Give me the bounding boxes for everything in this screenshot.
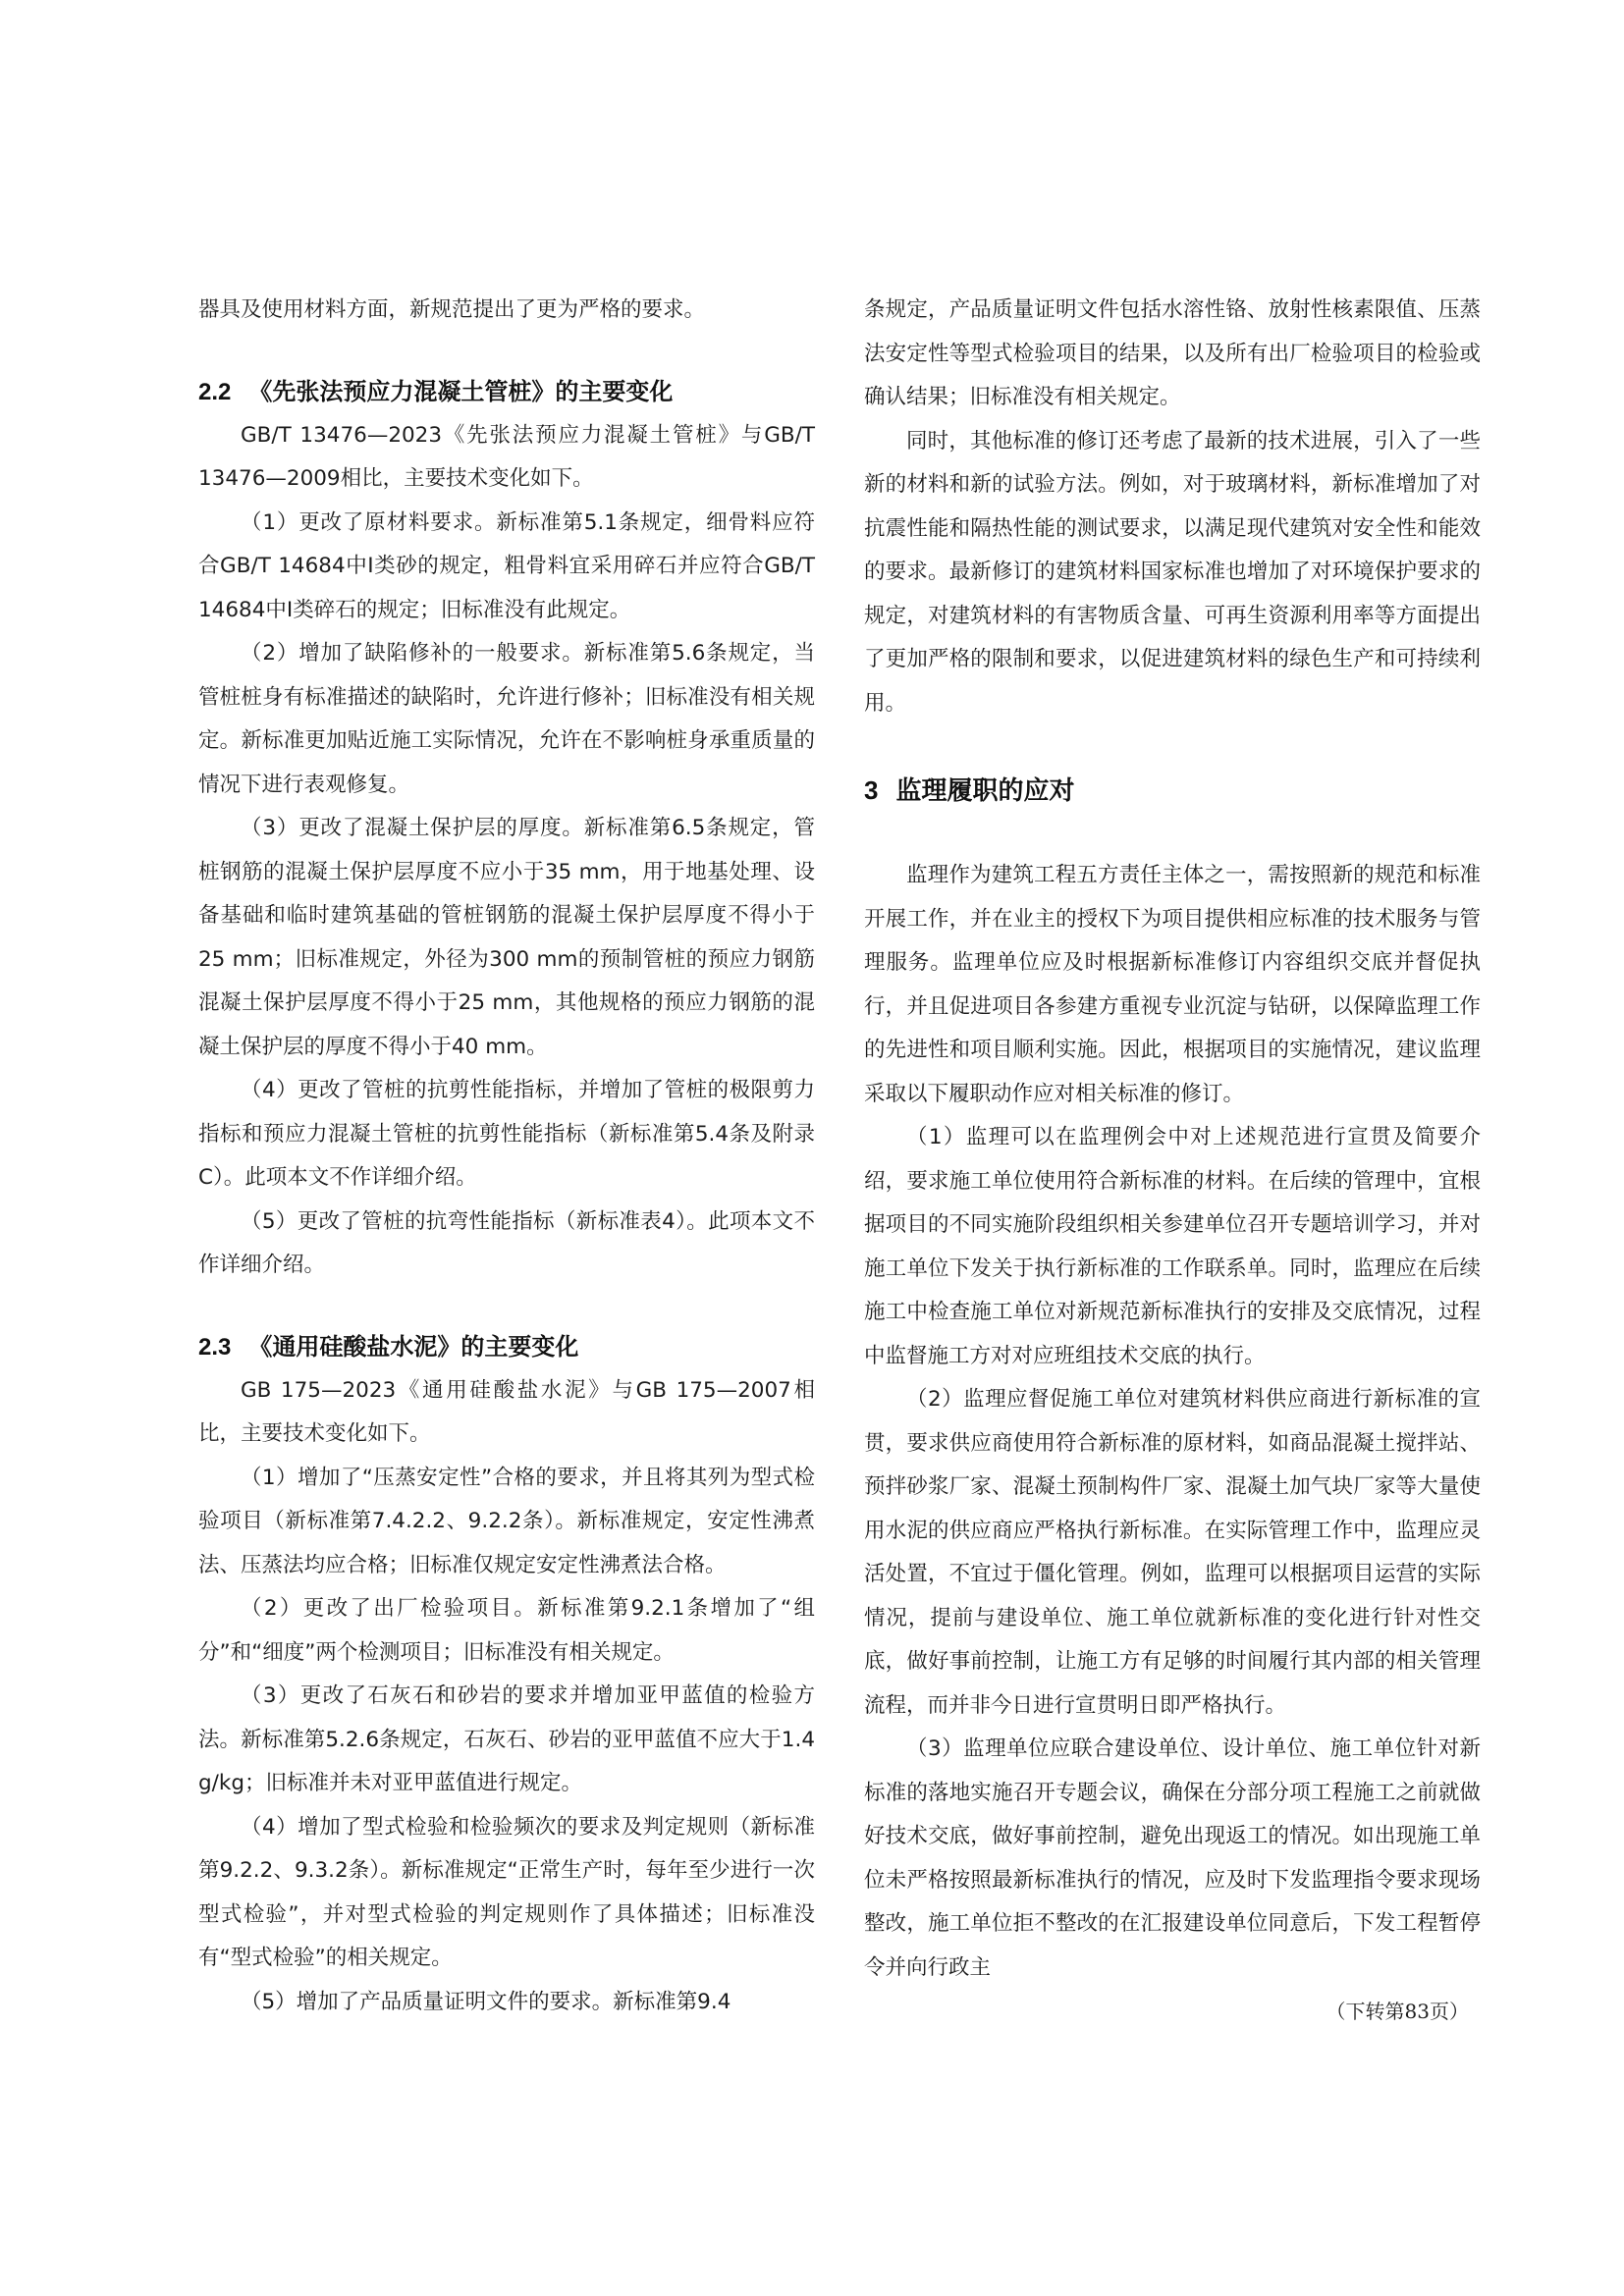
paragraph: GB/T 13476—2023《先张法预应力混凝土管桩》与GB/T 13476—2009相比，主要技术变化如下。 [198, 422, 815, 491]
section-number: 3 [864, 775, 879, 805]
section-2-3-heading [198, 1325, 815, 1369]
section-title: 《先张法预应力混凝土管桩》的主要变化 [248, 377, 674, 405]
paragraph: （3）监理单位应联合建设单位、设计单位、施工单位针对新标准的落地实施召开专题会议，确保在分部分项工程施工之前就做好技术交底，做好事前控制，避免出现返工的情况。如出现施工单位未严格按照最新标准执行的情况，应及时下发监理指令要求现场整改，施工单位拒不整改的在汇报建设单位同意后，下发工程暂停令并向行政主 [864, 1736, 1481, 1980]
left-column [198, 289, 815, 2024]
section-number: 2.3 [198, 1333, 232, 1361]
paragraph: （2）更改了出厂检验项目。新标准第9.2.1条增加了“组分”和“细度”两个检测项目；旧标准没有相关规定。 [198, 1596, 815, 1665]
continued-note: （下转第83页） [1326, 2000, 1469, 2023]
paragraph: （4）增加了型式检验和检验频次的要求及判定规则（新标准第9.2.2、9.3.2条）。新标准规定“正常生产时，每年至少进行一次型式检验”，并对型式检验的判定规则作了具体描述；旧标准没有“型式检验”的相关规定。 [198, 1814, 815, 1970]
section-title: 《通用硅酸盐水泥》的主要变化 [248, 1332, 579, 1361]
section-3-heading [864, 767, 1481, 815]
paragraph: （3）更改了石灰石和砂岩的要求并增加亚甲蓝值的检验方法。新标准第5.2.6条规定，石灰石、砂岩的亚甲蓝值不应大于1.4 g/kg；旧标准并未对亚甲蓝值进行规定。 [198, 1683, 815, 1795]
right-column [864, 289, 1481, 2031]
paragraph: （5）增加了产品质量证明文件的要求。新标准第9.4 [241, 1989, 731, 2014]
paragraph: （3）更改了混凝土保护层的厚度。新标准第6.5条规定，管桩钢筋的混凝土保护层厚度不应小于35 mm，用于地基处理、设备基础和临时建筑基础的管桩钢筋的混凝土保护层厚度不得小于25 mm；旧标准规定，外径为300 mm的预制管桩的预应力钢筋混凝土保护层厚度不得小于25 mm，其他规格的预应力钢筋的混凝土保护层的厚度不得小于40 mm。 [198, 816, 815, 1059]
paragraph: （4）更改了管桩的抗剪性能指标，并增加了管桩的极限剪力指标和预应力混凝土管桩的抗剪性能指标（新标准第5.4条及附录C）。此项本文不作详细介绍。 [198, 1078, 815, 1190]
paragraph: （5）更改了管桩的抗弯性能指标（新标准表4）。此项本文不作详细介绍。 [198, 1208, 815, 1277]
section-2-2-heading [198, 370, 815, 414]
paragraph: GB 175—2023《通用硅酸盐水泥》与GB 175—2007相比，主要技术变化如下。 [198, 1377, 815, 1446]
paragraph: （2）监理应督促施工单位对建筑材料供应商进行新标准的宣贯，要求供应商使用符合新标准的原材料，如商品混凝土搅拌站、预拌砂浆厂家、混凝土预制构件厂家、混凝土加气块厂家等大量使用水泥的供应商应严格执行新标准。在实际管理工作中，监理应灵活处置，不宜过于僵化管理。例如，监理可以根据项目运营的实际情况，提前与建设单位、施工单位就新标准的变化进行针对性交底，做好事前控制，让施工方有足够的时间履行其内部的相关管理流程，而并非今日进行宣贯明日即严格执行。 [864, 1387, 1481, 1718]
paragraph: 条规定，产品质量证明文件包括水溶性铬、放射性核素限值、压蒸法安定性等型式检验项目的结果，以及所有出厂检验项目的检验或确认结果；旧标准没有相关规定。 [864, 297, 1481, 409]
paragraph: （1）更改了原材料要求。新标准第5.1条规定，细骨料应符合GB/T 14684中Ⅰ类砂的规定，粗骨料宜采用碎石并应符合GB/T 14684中Ⅰ类碎石的规定；旧标准没有此规定。 [198, 509, 815, 622]
paragraph: （2）增加了缺陷修补的一般要求。新标准第5.6条规定，当管桩桩身有标准描述的缺陷时，允许进行修补；旧标准没有相关规定。新标准更加贴近施工实际情况，允许在不影响桩身承重质量的情况下进行表观修复。 [198, 641, 815, 797]
section-number: 2.2 [198, 378, 232, 405]
paragraph: （1）增加了“压蒸安定性”合格的要求，并且将其列为型式检验项目（新标准第7.4.2.2、9.2.2条）。新标准规定，安定性沸煮法、压蒸法均应合格；旧标准仅规定安定性沸煮法合格。 [198, 1465, 815, 1577]
paragraph: 同时，其他标准的修订还考虑了最新的技术进展，引入了一些新的材料和新的试验方法。例如，对于玻璃材料，新标准增加了对抗震性能和隔热性能的测试要求，以满足现代建筑对安全性和能效的要求。最新修订的建筑材料国家标准也增加了对环境保护要求的规定，对建筑材料的有害物质含量、可再生资源利用率等方面提出了更加严格的限制和要求，以促进建筑材料的绿色生产和可持续利用。 [864, 428, 1481, 716]
paragraph: 监理作为建筑工程五方责任主体之一，需按照新的规范和标准开展工作，并在业主的授权下为项目提供相应标准的技术服务与管理服务。监理单位应及时根据新标准修订内容组织交底并督促执行，并且促进项目各参建方重视专业沉淀与钻研，以保障监理工作的先进性和项目顺利实施。因此，根据项目的实施情况，建议监理采取以下履职动作应对相关标准的修订。 [864, 863, 1481, 1106]
intro-paragraph: 器具及使用材料方面，新规范提出了更为严格的要求。 [198, 297, 706, 322]
paragraph: （1）监理可以在监理例会中对上述规范进行宣贯及简要介绍，要求施工单位使用符合新标准的材料。在后续的管理中，宜根据项目的不同实施阶段组织相关参建单位召开专题培训学习，并对施工单位下发关于执行新标准的工作联系单。同时，监理应在后续施工中检查施工单位对新规范新标准执行的安排及交底情况，过程中监督施工方对对应班组技术交底的执行。 [864, 1125, 1481, 1368]
section-title: 监理履职的应对 [895, 776, 1075, 806]
